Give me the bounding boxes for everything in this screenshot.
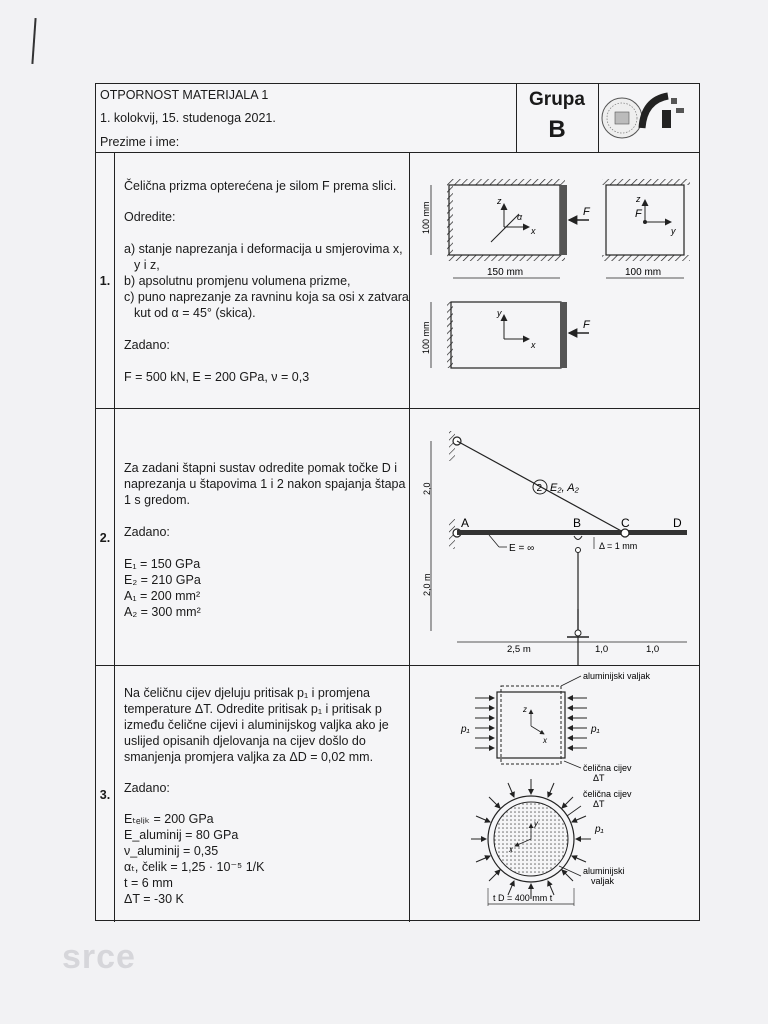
- tube-diagram: [409, 666, 699, 922]
- problem-3-number-cell: [96, 666, 115, 922]
- bar1-support: [409, 609, 699, 659]
- problem-3-line: E_aluminij = 80 GPa: [124, 828, 239, 842]
- al-bottom-2: valjak: [591, 876, 615, 886]
- point-a: A: [461, 516, 470, 530]
- dim-100-right: 100 mm: [625, 267, 662, 278]
- axis-x-label-2: x: [531, 340, 536, 350]
- problem-1-line: kut od α = 45° (skica).: [134, 306, 256, 320]
- problem-2-line: E₂ = 210 GPa: [124, 573, 201, 587]
- problem-3-line: smanjenja promjera valjka za ΔD = 0,02 mm.: [124, 750, 374, 764]
- p1-circle: p₁: [595, 824, 604, 835]
- problem-3-line: Zadano:: [124, 781, 170, 795]
- problem-3-line: Na čeličnu cijev djeluju pritisak p₁ i promjena: [124, 686, 370, 700]
- problem-1-row: [96, 152, 699, 409]
- dim-top: 2,0: [422, 482, 432, 495]
- span-2: 1,0: [595, 644, 609, 655]
- problem-2-text: [114, 409, 410, 665]
- tube2-label: čelična cijev: [583, 789, 632, 799]
- al-top-label: aluminijski valjak: [583, 671, 651, 681]
- point-c: C: [621, 516, 630, 530]
- p1-left: p₁: [461, 724, 470, 735]
- dim-100-bottom: 100 mm: [421, 321, 431, 354]
- axis-x: x: [543, 736, 547, 745]
- axis-x-label: x: [531, 226, 536, 236]
- problem-1-line: b) apsolutnu promjenu volumena prizme,: [124, 274, 351, 288]
- problem-1-line: a) stanje naprezanja i deformacija u smjerovima x,: [124, 242, 403, 256]
- name-label: Prezime i ime:: [100, 135, 180, 149]
- problem-2-line: Zadano:: [124, 525, 170, 539]
- bar2-number: 2: [536, 483, 543, 494]
- header-info: [96, 84, 517, 152]
- problem-3-row: [96, 666, 699, 922]
- problem-2-row: [96, 409, 699, 666]
- span-1: 2,5 m: [507, 644, 531, 655]
- axis-x2: x: [509, 845, 513, 854]
- university-logo: [598, 84, 699, 152]
- tube2-dt: ΔT: [593, 799, 605, 809]
- diameter-label: t D = 400 mm t: [493, 893, 553, 903]
- dim-bottom: 2,0 m: [422, 573, 432, 596]
- problem-3-line: ν_aluminij = 0,35: [124, 844, 219, 858]
- force-label: F: [583, 206, 590, 218]
- problem-2-number: 2.: [99, 531, 111, 545]
- problem-3-line: između čelične cijevi i aluminijskog valjka ako je: [124, 718, 389, 732]
- axis-y-label: y: [671, 226, 676, 236]
- problem-1-line: y i z,: [134, 258, 160, 272]
- angle-label: α: [517, 212, 523, 222]
- axis-z-label: z: [497, 196, 502, 206]
- force-label-2: F: [635, 208, 642, 220]
- p1-right: p₁: [591, 724, 600, 735]
- problem-1-number: 1.: [99, 274, 111, 288]
- problem-3-figure: [409, 666, 699, 922]
- force-label-3: F: [583, 319, 590, 331]
- problem-1-line: Zadano:: [124, 338, 170, 352]
- problem-3-line: t = 6 mm: [124, 876, 173, 890]
- point-b: B: [573, 516, 582, 530]
- problem-3-line: temperature ΔT. Odredite pritisak p₁ i pritisak p: [124, 702, 382, 716]
- exam-sheet: [95, 83, 700, 921]
- problem-2-line: A₂ = 300 mm²: [124, 605, 201, 619]
- tube1-dt: ΔT: [593, 773, 605, 783]
- axis-z-label-2: z: [636, 194, 641, 204]
- problem-3-line: αₜ, čelik = 1,25 · 10⁻⁵ 1/K: [124, 860, 265, 874]
- problem-2-number-cell: [96, 409, 115, 665]
- problem-2-line: Za zadani štapni sustav odredite pomak točke D i: [124, 461, 398, 475]
- problem-3-line: ΔT = -30 K: [124, 892, 184, 906]
- group-label: Grupa: [529, 89, 585, 110]
- course-title: OTPORNOST MATERIJALA 1: [100, 88, 269, 102]
- exam-date: 1. kolokvij, 15. studenoga 2021.: [100, 111, 276, 125]
- problem-1-figure: [409, 152, 699, 408]
- pen-mark: [31, 18, 36, 64]
- al-bottom-1: aluminijski: [583, 866, 625, 876]
- prism-diagram: [409, 152, 699, 409]
- problem-2-line: A₁ = 200 mm²: [124, 589, 201, 603]
- delta-label: Δ = 1 mm: [599, 541, 638, 551]
- problem-2-line: 1 s gredom.: [124, 493, 191, 507]
- problem-3-text: [114, 666, 410, 922]
- problem-1-line: Čelična prizma opterećena je silom F prema slici.: [124, 179, 397, 193]
- dim-150: 150 mm: [487, 267, 524, 278]
- axis-z: z: [523, 705, 527, 714]
- exam-header: [96, 84, 699, 153]
- problem-3-line: uslijed opisanih djelovanja na cijev došlo do: [124, 734, 366, 748]
- srce-logo: srce: [62, 938, 136, 976]
- bar2-label: E₂, A₂: [550, 482, 579, 494]
- problem-3-number: 3.: [99, 788, 111, 802]
- problem-2-line: E₁ = 150 GPa: [124, 557, 201, 571]
- group-value: B: [548, 116, 566, 143]
- problem-1-line: F = 500 kN, E = 200 GPa, ν = 0,3: [124, 370, 310, 384]
- problem-1-text: [114, 152, 410, 408]
- axis-y-label-2: y: [497, 308, 502, 318]
- problem-1-number-cell: [96, 152, 115, 408]
- problem-3-line: Eₜₑₗᵢₖ = 200 GPa: [124, 812, 214, 826]
- problem-1-line: Odredite:: [124, 210, 176, 224]
- beam-label: E = ∞: [509, 543, 535, 554]
- problem-2-line: naprezanja u štapovima 1 i 2 nakon spajanja štapa: [124, 477, 406, 491]
- group-cell: [516, 84, 599, 152]
- problem-1-line: c) puno naprezanje za ravninu koja sa osi x zatvara: [124, 290, 409, 304]
- problem-2-figure: [409, 409, 699, 665]
- span-3: 1,0: [646, 644, 660, 655]
- point-d: D: [673, 516, 682, 530]
- axis-y: y: [534, 819, 538, 828]
- tube1-label: čelična cijev: [583, 763, 632, 773]
- dim-100-left: 100 mm: [421, 201, 431, 234]
